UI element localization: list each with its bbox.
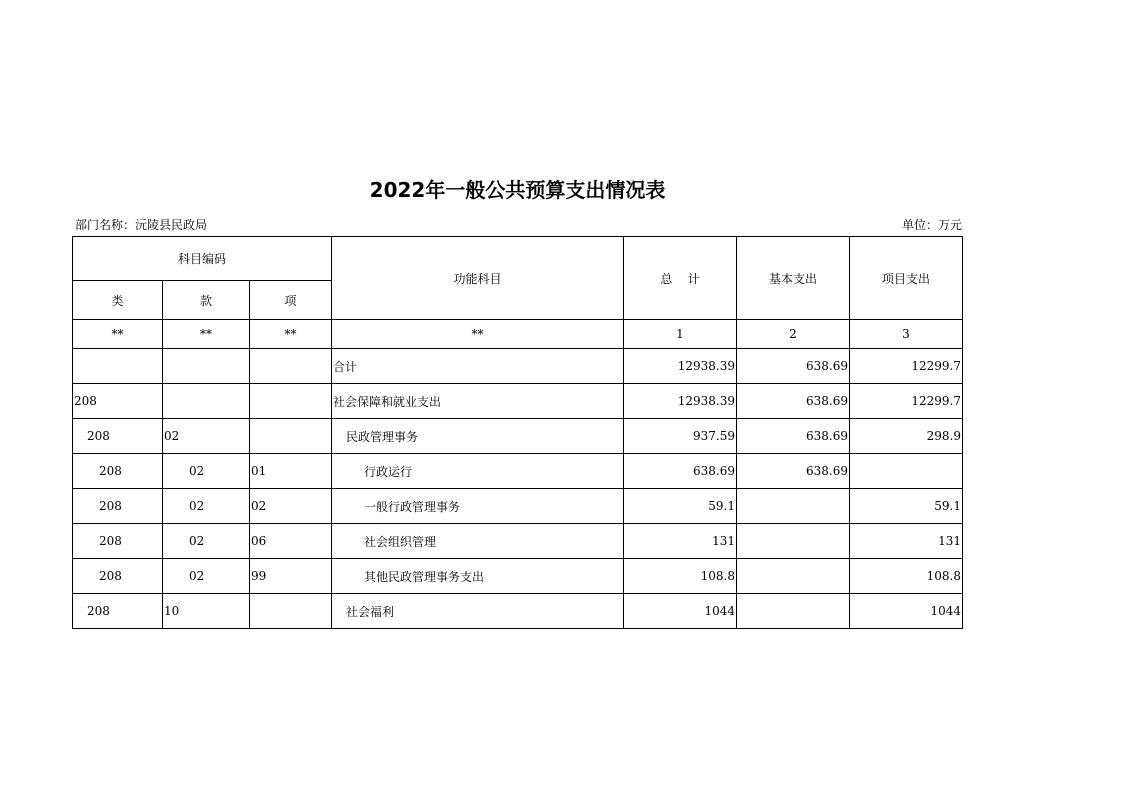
cell-total: 131 (624, 524, 737, 559)
cell-kuan: 02 (163, 419, 250, 454)
cell-total: 1044 (624, 594, 737, 629)
header-basic: 基本支出 (737, 237, 850, 320)
index-cell: ** (250, 320, 332, 349)
cell-function-name: 社会保障和就业支出 (332, 384, 624, 419)
unit-label: 单位：万元 (901, 218, 962, 232)
index-cell: ** (163, 320, 250, 349)
cell-project: 12299.7 (850, 384, 963, 419)
cell-kuan: 02 (163, 454, 250, 489)
cell-total: 12938.39 (624, 349, 737, 384)
header-project: 项目支出 (850, 237, 963, 320)
cell-basic (737, 489, 850, 524)
cell-lei: 208 (73, 454, 163, 489)
cell-project: 1044 (850, 594, 963, 629)
cell-function-name: 社会组织管理 (332, 524, 624, 559)
cell-kuan: 02 (163, 489, 250, 524)
cell-total: 59.1 (624, 489, 737, 524)
cell-lei: 208 (73, 524, 163, 559)
cell-xiang: 02 (250, 489, 332, 524)
cell-project: 59.1 (850, 489, 963, 524)
cell-kuan (163, 384, 250, 419)
cell-lei: 208 (73, 419, 163, 454)
cell-total: 937.59 (624, 419, 737, 454)
cell-project: 108.8 (850, 559, 963, 594)
cell-basic (737, 594, 850, 629)
cell-kuan: 10 (163, 594, 250, 629)
cell-xiang (250, 384, 332, 419)
cell-lei: 208 (73, 489, 163, 524)
page-title: 2022年一般公共预算支出情况表 (369, 178, 666, 202)
cell-function-name: 一般行政管理事务 (332, 489, 624, 524)
index-cell: 2 (737, 320, 850, 349)
table-row (73, 384, 963, 419)
header-kuan: 款 (163, 281, 250, 320)
index-cell: ** (73, 320, 163, 349)
cell-basic: 638.69 (737, 384, 850, 419)
header-total: 总 计 (624, 237, 737, 320)
cell-basic (737, 524, 850, 559)
header-lei: 类 (73, 281, 163, 320)
cell-kuan: 02 (163, 559, 250, 594)
header-xiang: 项 (250, 281, 332, 320)
cell-lei: 208 (73, 384, 163, 419)
department-label: 部门名称：沅陵县民政局 (75, 218, 208, 232)
cell-project: 131 (850, 524, 963, 559)
table-row (73, 454, 963, 489)
cell-basic: 638.69 (737, 454, 850, 489)
cell-lei (73, 349, 163, 384)
cell-total: 108.8 (624, 559, 737, 594)
table-row (73, 594, 963, 629)
cell-basic (737, 559, 850, 594)
index-cell: 1 (624, 320, 737, 349)
cell-total: 638.69 (624, 454, 737, 489)
table-row (73, 349, 963, 384)
cell-basic: 638.69 (737, 419, 850, 454)
cell-function-name: 民政管理事务 (332, 419, 624, 454)
cell-xiang: 06 (250, 524, 332, 559)
index-cell: ** (332, 320, 624, 349)
cell-xiang: 99 (250, 559, 332, 594)
cell-project (850, 454, 963, 489)
cell-xiang (250, 419, 332, 454)
cell-kuan (163, 349, 250, 384)
cell-xiang (250, 594, 332, 629)
table-row (73, 419, 963, 454)
cell-project: 12299.7 (850, 349, 963, 384)
cell-xiang: 01 (250, 454, 332, 489)
budget-table (72, 236, 963, 629)
cell-function-name: 行政运行 (332, 454, 624, 489)
index-cell: 3 (850, 320, 963, 349)
cell-basic: 638.69 (737, 349, 850, 384)
table-row (73, 524, 963, 559)
header-function-subject: 功能科目 (332, 237, 624, 320)
cell-xiang (250, 349, 332, 384)
table-row (73, 489, 963, 524)
cell-function-name: 其他民政管理事务支出 (332, 559, 624, 594)
cell-project: 298.9 (850, 419, 963, 454)
cell-function-name: 合计 (332, 349, 624, 384)
cell-kuan: 02 (163, 524, 250, 559)
header-code-group: 科目编码 (73, 237, 332, 281)
cell-lei: 208 (73, 559, 163, 594)
cell-function-name: 社会福利 (332, 594, 624, 629)
cell-lei: 208 (73, 594, 163, 629)
table-row (73, 559, 963, 594)
cell-total: 12938.39 (624, 384, 737, 419)
